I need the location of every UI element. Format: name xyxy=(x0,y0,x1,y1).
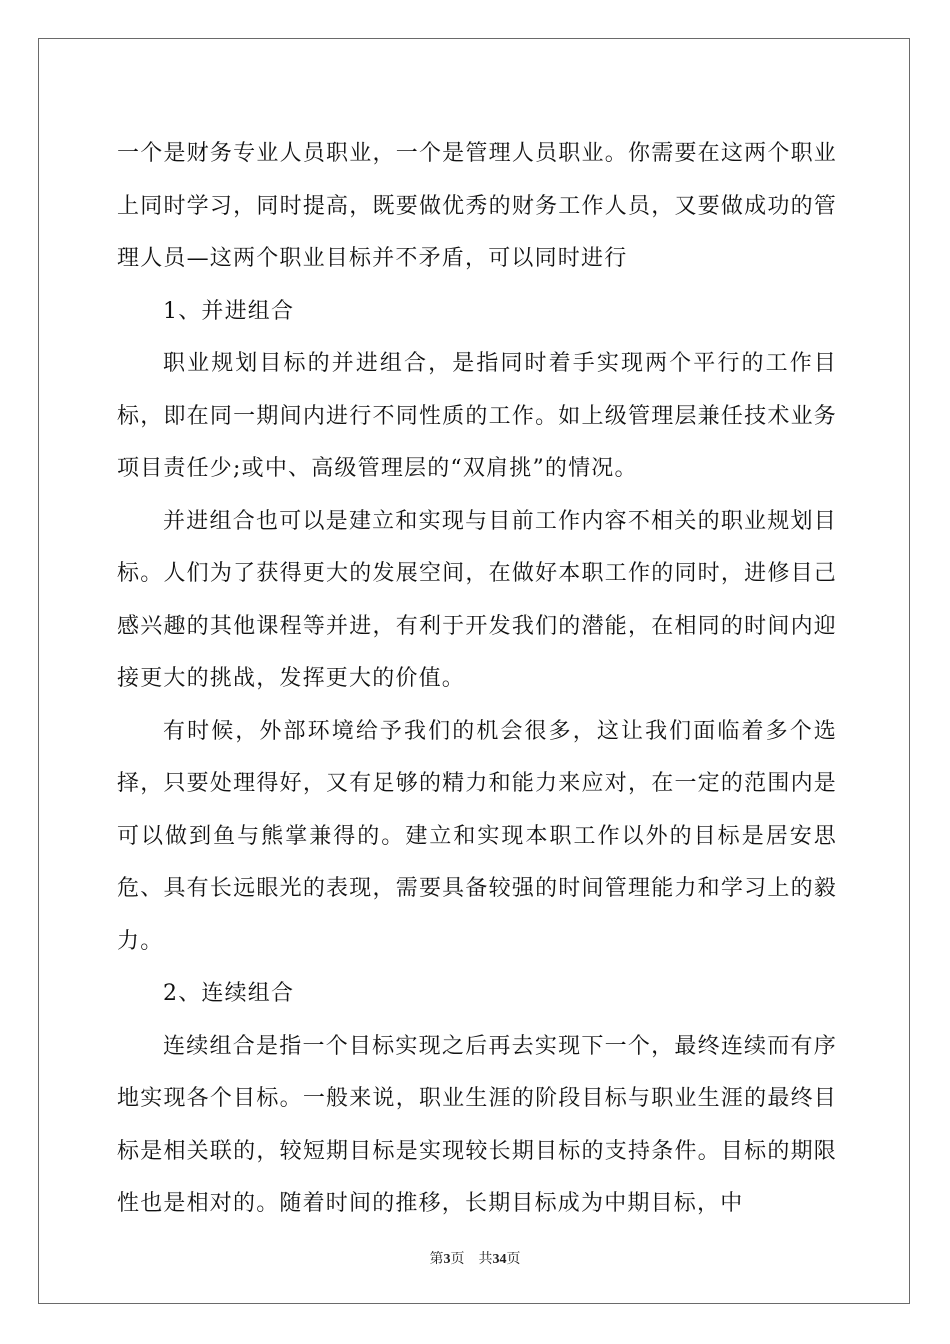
section-heading: 2、连续组合 xyxy=(163,981,295,1006)
page-number: 3 xyxy=(443,1252,451,1267)
section-heading: 1、并进组合 xyxy=(163,298,295,324)
paragraph: 连续组合是指一个目标实现之后再去实现下一个，最终连续而有序地实现各个目标。一般来说，职业生涯的阶段目标与职业生涯的最终目标是相关联的，较短期目标是实现较长期目标的支持条件。目标的期限性也是相对的。随着时间的推移，长期目标成为中期目标，中 xyxy=(117,1033,837,1216)
paragraph: 并进组合也可以是建立和实现与目前工作内容不相关的职业规划目标。人们为了获得更大的发展空间，在做好本职工作的同时，进修目己感兴趣的其他课程等并进，有利于开发我们的潜能，在相同的时间内迎接更大的挑战，发挥更大的价值。 xyxy=(117,508,837,691)
paragraph: 职业规划目标的并进组合，是指同时着手实现两个平行的工作目标，即在同一期间内进行不同性质的工作。如上级管理层兼任技术业务项目责任少;或中、高级管理层的“双肩挑”的情况。 xyxy=(117,351,837,481)
paragraph: 有时候，外部环境给予我们的机会很多，这让我们面临着多个选择，只要处理得好，又有足够的精力和能力来应对，在一定的范围内是可以做到鱼与熊掌兼得的。建立和实现本职工作以外的目标是居安思危、具有长远眼光的表现，需要具备较强的时间管理能力和学习上的毅力。 xyxy=(117,718,837,954)
document-body xyxy=(117,128,837,1231)
page-suffix: 页 xyxy=(450,1251,465,1267)
page-footer xyxy=(0,1248,950,1268)
paragraph: 一个是财务专业人员职业，一个是管理人员职业。你需要在这两个职业上同时学习，同时提高，既要做优秀的财务工作人员，又要做成功的管理人员—这两个职业目标并不矛盾，可以同时进行 xyxy=(117,141,837,271)
total-suffix: 页 xyxy=(506,1251,521,1267)
total-prefix: 共 xyxy=(478,1251,493,1267)
page-prefix: 第 xyxy=(429,1251,444,1267)
total-pages: 34 xyxy=(492,1252,507,1267)
